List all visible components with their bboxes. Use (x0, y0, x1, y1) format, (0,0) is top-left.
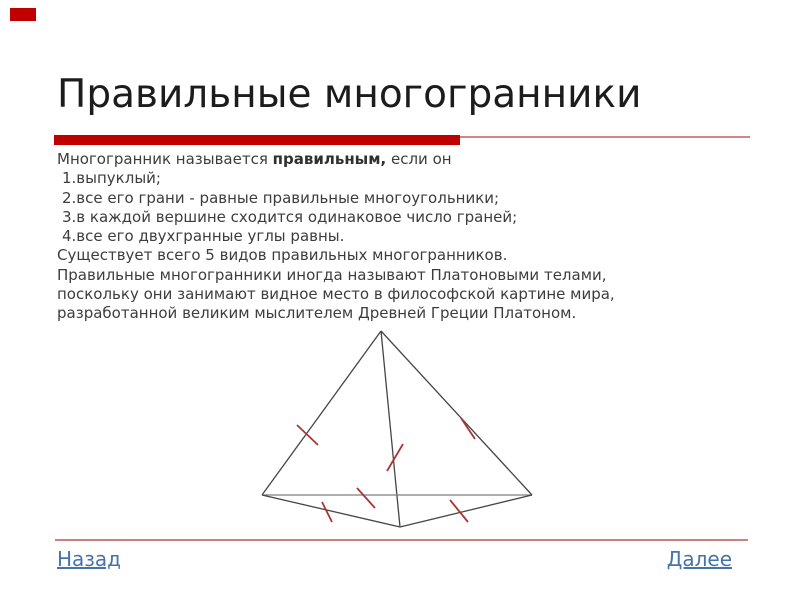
intro-pre: Многогранник называется (57, 150, 273, 168)
body-intro-line (57, 150, 677, 169)
body-text-block (57, 150, 677, 324)
paragraph-line: поскольку они занимают видное место в философской картине мира, (57, 285, 615, 304)
paragraph-line: Существует всего 5 видов правильных многогранников. (57, 246, 508, 265)
intro-post: если он (386, 150, 452, 168)
page-title: Правильные многогранники (57, 72, 642, 117)
list-item: 3.в каждой вершине сходится одинаковое число граней; (62, 207, 518, 226)
paragraph-line: разработанной великим мыслителем Древней Греции Платоном. (57, 304, 577, 323)
title-underline-thin (460, 136, 750, 138)
corner-accent-square (10, 8, 36, 21)
bottom-divider (55, 539, 748, 541)
list-item: 2.все его грани - равные правильные многоугольники; (62, 188, 500, 207)
paragraph-line: Правильные многогранники иногда называют Платоновыми телами, (57, 265, 607, 284)
title-underline-bar (54, 135, 460, 145)
back-link[interactable]: Назад (57, 547, 122, 571)
list-item: 4.все его двухгранные углы равны. (62, 227, 345, 246)
next-link[interactable]: Далее (666, 547, 732, 571)
intro-bold-word: правильным, (272, 150, 387, 168)
list-item: 1.выпуклый; (62, 169, 161, 188)
